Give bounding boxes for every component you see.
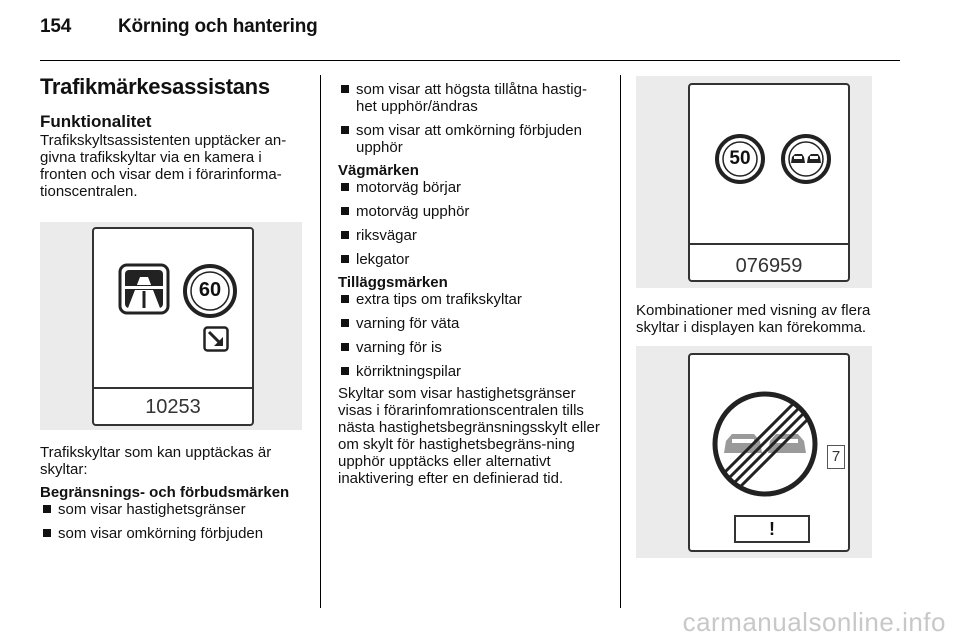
- list-item: varning för is: [338, 339, 606, 356]
- display-panel: [688, 83, 850, 282]
- list-item: som visar omkörning förbjuden: [40, 525, 306, 542]
- chapter-title: Körning och hantering: [118, 16, 318, 37]
- end-of-no-overtaking-icon: [710, 389, 820, 499]
- motorway-start-icon: [118, 263, 170, 315]
- intro-paragraph: Trafikskyltsassistenten upptäcker an-givna trafikskyltar via en kamera i fronten och visar dem i förarinforma-tionscentralen.: [40, 132, 287, 200]
- direction-arrow-icon: [203, 326, 229, 352]
- figure-caption: [636, 302, 888, 336]
- sign-number: 7: [827, 445, 845, 469]
- odometer-value: 076959: [735, 255, 803, 277]
- prohibition-heading: Begränsnings- och förbudsmärken: [40, 484, 290, 501]
- figure-speed-no-overtaking: [636, 76, 872, 288]
- additional-signs-heading: Tilläggsmärken: [338, 274, 448, 291]
- display-separator: [94, 387, 252, 389]
- odometer-value: 10253: [145, 396, 201, 418]
- warning-box: !: [734, 515, 810, 543]
- combination-caption: Kombinationer med visning av flera skyltar i displayen kan förekomma.: [636, 302, 871, 336]
- figure-end-no-overtaking: [636, 346, 872, 558]
- watermark: carmanualsonline.info: [682, 607, 946, 637]
- subsection-title: Funktionalitet: [40, 112, 152, 131]
- speed-limit-value: 60: [198, 279, 222, 301]
- left-column: [40, 74, 306, 200]
- list-item: riksvägar: [338, 227, 606, 244]
- speed-limit-paragraph: Skyltar som visar hastighetsgränser visas i förarinfomrationscentralen tills nästa hastighetsbegränsningsskylt eller om skylt för hastighetsbegräns-ning upphör upptäcks eller alternativt inaktivering efter en definierad tid.: [338, 385, 600, 487]
- left-column-lower: [40, 444, 306, 542]
- list-item: extra tips om trafikskyltar: [338, 291, 606, 308]
- list-item: lekgator: [338, 251, 606, 268]
- list-item: som visar att omkörning förbjuden upphör: [338, 122, 606, 156]
- list-item: motorväg upphör: [338, 203, 606, 220]
- middle-column: [338, 81, 606, 487]
- list-item: körriktningspilar: [338, 363, 606, 380]
- no-overtaking-icon: [780, 133, 832, 185]
- display-panel: [688, 353, 850, 552]
- page-header: [40, 16, 318, 38]
- detectable-signs-text: Trafikskyltar som kan upptäckas är skyltar:: [40, 444, 272, 478]
- column-divider-2: [620, 75, 621, 608]
- page-number: 154: [40, 16, 72, 37]
- list-item: som visar hastighetsgränser: [40, 501, 306, 518]
- speed-limit-value: 50: [729, 148, 751, 169]
- list-item: motorväg börjar: [338, 179, 606, 196]
- display-separator: [690, 243, 848, 245]
- road-signs-heading: Vägmärken: [338, 162, 419, 179]
- list-item: som visar att högsta tillåtna hastig-het upphör/ändras: [338, 81, 606, 115]
- list-item: varning för väta: [338, 315, 606, 332]
- header-rule: [40, 60, 900, 61]
- figure-motorway-speed: [40, 222, 302, 430]
- display-panel: [92, 227, 254, 426]
- column-divider-1: [320, 75, 321, 608]
- section-title: Trafikmärkesassistans: [40, 74, 270, 99]
